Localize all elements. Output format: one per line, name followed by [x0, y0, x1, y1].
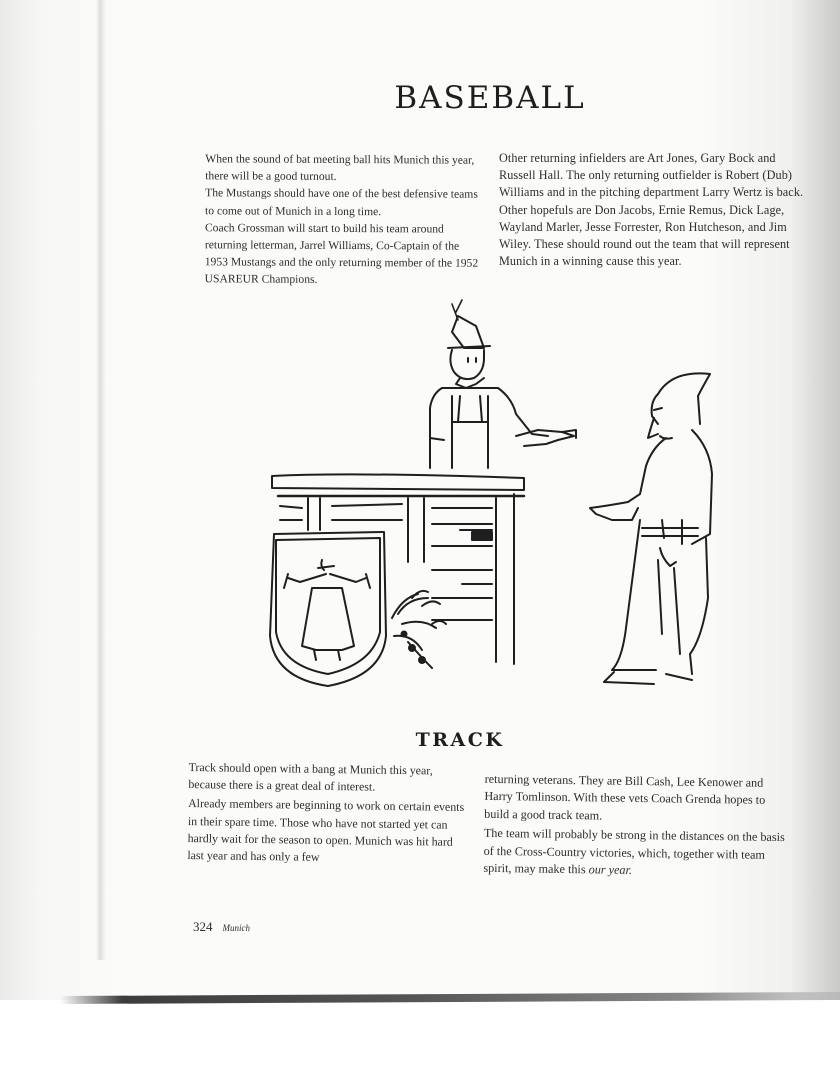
track-paragraph-4 — [483, 823, 792, 882]
baseball-left-column — [205, 150, 486, 289]
baseball-paragraph-4: Other returning infielders are Art Jones, Gary Bock and Russell Hall. The only returning outfielder is Robert (Dub) Williams and in the pitching department Larry Wertz is back. Other hopefuls are Don Jacobs, Ernie Remus, Dick Lage, Wayland Marler, Jesse Forrester, Ron Hutcheson, and Jim Wiley. These should round out the team that will represent Munich in a winning cause this year. — [499, 151, 804, 269]
baseball-right-column — [499, 150, 809, 270]
track-heading: TRACK — [415, 729, 505, 751]
track-paragraph-2: Already members are beginning to work on certain events in their spare time. Those who have not started yet can hardly wait for the season to open. Munich was hit hard last year and has only a few — [187, 796, 465, 864]
baseball-paragraph-2: The Mustangs should have one of the best defensive teams to come out of Munich in a long time. — [205, 186, 478, 218]
binding-shadow — [96, 0, 106, 960]
track-paragraph-4-text: The team will probably be strong in the distances on the basis of the Cross-Country victories, which, together with team spirit, may make this — [483, 826, 785, 877]
page-footer — [193, 919, 250, 935]
track-paragraph-1: Track should open with a bang at Munich this year, because there is a great deal of interest. — [188, 760, 433, 794]
counter-figure — [270, 474, 524, 686]
baseball-heading: BASEBALL — [394, 80, 586, 116]
baseball-illustration — [262, 298, 722, 698]
baseball-paragraph-3: Coach Grossman will start to build his team around returning letterman, Jarrel Williams, Co-Captain of the 1953 Mustangs and the only returning member of the 1952 USAREUR Champions. — [204, 221, 479, 287]
baseball-paragraph-1: When the sound of bat meeting ball hits Munich this year, there will be a good turnout. — [205, 152, 475, 184]
page-number: 324 — [193, 919, 213, 934]
monk-figure — [590, 373, 712, 684]
footer-section-name: Munich — [222, 923, 250, 933]
track-right-column — [483, 771, 792, 882]
track-closing-emphasis: our year. — [588, 862, 633, 877]
track-left-column — [187, 759, 470, 868]
farmer-figure — [430, 300, 576, 468]
track-paragraph-3: returning veterans. They are Bill Cash, Lee Kenower and Harry Tomlinson. With these vets Coach Grenda hopes to build a good track team. — [484, 771, 766, 823]
